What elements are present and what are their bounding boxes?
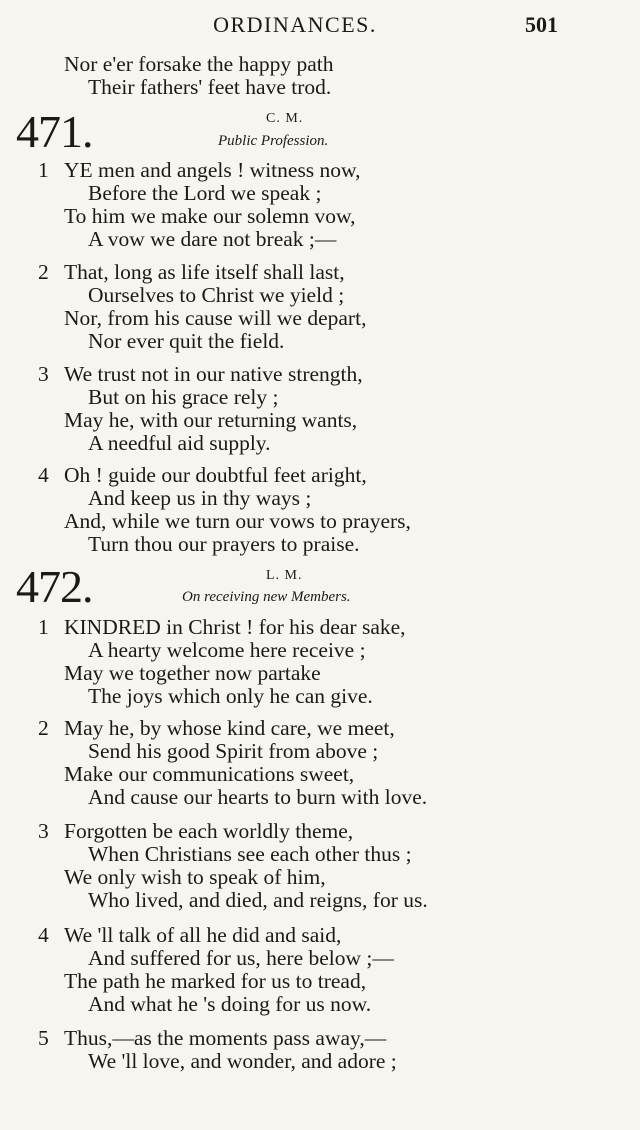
hymn-meter: C. M.: [266, 111, 304, 126]
verse-line: The path he marked for us to tread,: [64, 969, 367, 993]
hymn-subtitle: Public Profession.: [218, 133, 329, 149]
section-title: ORDINANCES.: [213, 12, 377, 37]
hymn-number: 472.: [16, 561, 93, 612]
verse-number: 2: [38, 260, 49, 284]
verse-line: Turn thou our prayers to praise.: [88, 532, 360, 556]
verse-number: 4: [38, 463, 49, 487]
verse-line: To him we make our solemn vow,: [64, 204, 356, 228]
verse-number: 3: [38, 362, 49, 386]
verse-line: We trust not in our native strength,: [64, 362, 363, 386]
verse-line: And what he 's doing for us now.: [88, 992, 372, 1016]
verse-number: 5: [38, 1026, 49, 1050]
verse-number: 1: [38, 158, 49, 182]
verse-line: Send his good Spirit from above ;: [88, 739, 379, 763]
verse-line: And keep us in thy ways ;: [88, 486, 312, 510]
verse-line: And, while we turn our vows to prayers,: [64, 509, 411, 533]
verse-line: A needful aid supply.: [88, 431, 271, 455]
verse-line: Thus,—as the moments pass away,—: [64, 1026, 387, 1050]
verse-line: May he, by whose kind care, we meet,: [64, 716, 395, 740]
verse-line: Nor e'er forsake the happy path: [64, 52, 334, 76]
verse-number: 1: [38, 615, 49, 639]
verse-line: May we together now partake: [64, 661, 321, 685]
verse-line: Their fathers' feet have trod.: [88, 75, 332, 99]
verse-line: The joys which only he can give.: [88, 684, 373, 708]
verse-line: A vow we dare not break ;—: [88, 227, 337, 251]
verse-number: 4: [38, 923, 49, 947]
hymn-subtitle: On receiving new Members.: [182, 589, 351, 605]
verse-line: When Christians see each other thus ;: [88, 842, 412, 866]
verse-line: Nor, from his cause will we depart,: [64, 306, 367, 330]
verse-number: 3: [38, 819, 49, 843]
verse-line: Make our communications sweet,: [64, 762, 355, 786]
verse-line: Ourselves to Christ we yield ;: [88, 283, 345, 307]
verse-line: Forgotten be each worldly theme,: [64, 819, 354, 843]
verse-line: Nor ever quit the field.: [88, 329, 285, 353]
verse-line: That, long as life itself shall last,: [64, 260, 345, 284]
verse-line: Oh ! guide our doubtful feet aright,: [64, 463, 367, 487]
verse-line: And suffered for us, here below ;—: [88, 946, 394, 970]
verse-line: KINDRED in Christ ! for his dear sake,: [64, 615, 406, 639]
verse-line: But on his grace rely ;: [88, 385, 279, 409]
verse-number: 2: [38, 716, 49, 740]
verse-line: May he, with our returning wants,: [64, 408, 358, 432]
verse-line: We only wish to speak of him,: [64, 865, 326, 889]
verse-line: We 'll love, and wonder, and adore ;: [88, 1049, 397, 1073]
page-number: 501: [525, 12, 558, 37]
verse-line: A hearty welcome here receive ;: [88, 638, 366, 662]
verse-line: And cause our hearts to burn with love.: [88, 785, 428, 809]
verse-line: We 'll talk of all he did and said,: [64, 923, 342, 947]
hymn-number: 471.: [16, 106, 93, 157]
hymn-meter: L. M.: [266, 568, 303, 583]
verse-line: YE men and angels ! witness now,: [64, 158, 361, 182]
verse-line: Who lived, and died, and reigns, for us.: [88, 888, 428, 912]
verse-line: Before the Lord we speak ;: [88, 181, 322, 205]
